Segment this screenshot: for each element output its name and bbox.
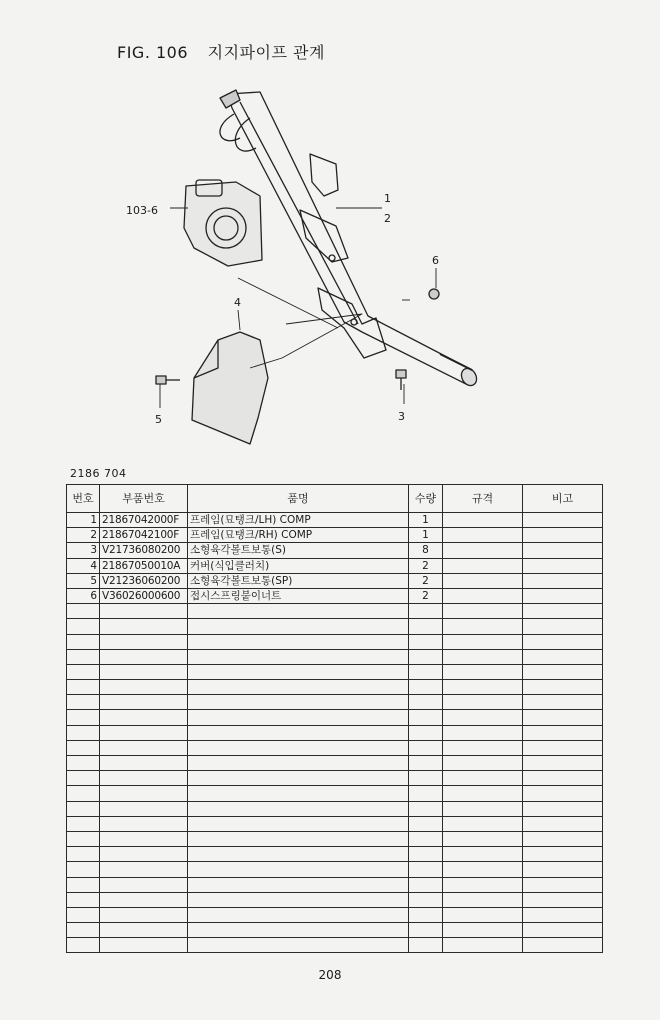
- empty-cell: [100, 649, 188, 664]
- empty-cell: [409, 938, 443, 953]
- empty-cell: [67, 786, 100, 801]
- header-no: 번호: [67, 485, 100, 513]
- empty-cell: [188, 786, 409, 801]
- empty-cell: [188, 862, 409, 877]
- blank-table-row: [67, 725, 603, 740]
- blank-table-row: [67, 831, 603, 846]
- header-qty: 수량: [409, 485, 443, 513]
- empty-cell: [188, 710, 409, 725]
- header-name: 품명: [188, 485, 409, 513]
- empty-cell: [67, 831, 100, 846]
- empty-cell: [188, 619, 409, 634]
- empty-cell: [100, 725, 188, 740]
- empty-cell: [67, 847, 100, 862]
- blank-table-row: [67, 740, 603, 755]
- empty-cell: [523, 725, 603, 740]
- empty-cell: [188, 816, 409, 831]
- empty-cell: [67, 816, 100, 831]
- figure-caption: 지지파이프 관계: [207, 43, 325, 62]
- empty-cell: [523, 831, 603, 846]
- cell-no: 2: [67, 528, 100, 543]
- empty-cell: [100, 604, 188, 619]
- cell-part-no: 21867042000F: [100, 513, 188, 528]
- table-row: [67, 528, 603, 543]
- empty-cell: [100, 710, 188, 725]
- empty-cell: [523, 847, 603, 862]
- empty-cell: [409, 756, 443, 771]
- nut-6: [429, 289, 439, 299]
- empty-cell: [443, 756, 523, 771]
- clutch-housing: [184, 180, 262, 266]
- empty-cell: [67, 634, 100, 649]
- blank-table-row: [67, 710, 603, 725]
- empty-cell: [523, 649, 603, 664]
- empty-cell: [67, 923, 100, 938]
- callout-2: 2: [384, 212, 391, 225]
- empty-cell: [409, 664, 443, 679]
- empty-cell: [67, 862, 100, 877]
- empty-cell: [188, 907, 409, 922]
- empty-cell: [443, 680, 523, 695]
- empty-cell: [188, 740, 409, 755]
- table-row: [67, 558, 603, 573]
- empty-cell: [523, 786, 603, 801]
- empty-cell: [67, 938, 100, 953]
- empty-cell: [443, 619, 523, 634]
- header-spec: 규격: [443, 485, 523, 513]
- bolt-5: [156, 376, 180, 384]
- empty-cell: [523, 619, 603, 634]
- empty-cell: [188, 680, 409, 695]
- empty-cell: [523, 862, 603, 877]
- empty-cell: [409, 877, 443, 892]
- blank-table-row: [67, 649, 603, 664]
- cell-part-no: V21236060200: [100, 573, 188, 588]
- empty-cell: [100, 862, 188, 877]
- empty-cell: [443, 771, 523, 786]
- empty-cell: [67, 771, 100, 786]
- cell-remarks: [523, 558, 603, 573]
- empty-cell: [523, 756, 603, 771]
- empty-cell: [67, 877, 100, 892]
- table-header-row: [67, 485, 603, 513]
- empty-cell: [523, 923, 603, 938]
- callout-103-6: 103-6: [126, 204, 158, 217]
- cell-part-no: V21736080200: [100, 543, 188, 558]
- empty-cell: [443, 877, 523, 892]
- blank-table-row: [67, 938, 603, 953]
- empty-cell: [443, 801, 523, 816]
- empty-cell: [523, 816, 603, 831]
- empty-cell: [67, 801, 100, 816]
- empty-cell: [443, 786, 523, 801]
- empty-cell: [100, 664, 188, 679]
- empty-cell: [67, 664, 100, 679]
- empty-cell: [188, 847, 409, 862]
- empty-cell: [443, 710, 523, 725]
- empty-cell: [409, 907, 443, 922]
- empty-cell: [523, 680, 603, 695]
- empty-cell: [188, 892, 409, 907]
- empty-cell: [100, 877, 188, 892]
- empty-cell: [443, 816, 523, 831]
- cell-qty: 1: [409, 513, 443, 528]
- empty-cell: [409, 831, 443, 846]
- cell-remarks: [523, 588, 603, 603]
- header-remarks: 비고: [523, 485, 603, 513]
- empty-cell: [409, 604, 443, 619]
- empty-cell: [188, 756, 409, 771]
- cell-spec: [443, 513, 523, 528]
- empty-cell: [67, 695, 100, 710]
- empty-cell: [409, 725, 443, 740]
- blank-table-row: [67, 619, 603, 634]
- empty-cell: [100, 695, 188, 710]
- empty-cell: [188, 634, 409, 649]
- empty-cell: [443, 907, 523, 922]
- empty-cell: [409, 710, 443, 725]
- callout-6: 6: [432, 254, 439, 267]
- callout-1: 1: [384, 192, 391, 205]
- empty-cell: [188, 938, 409, 953]
- blank-table-row: [67, 862, 603, 877]
- blank-table-row: [67, 604, 603, 619]
- blank-table-row: [67, 801, 603, 816]
- empty-cell: [443, 695, 523, 710]
- empty-cell: [409, 847, 443, 862]
- empty-cell: [523, 634, 603, 649]
- empty-cell: [409, 771, 443, 786]
- cell-remarks: [523, 513, 603, 528]
- table-row: [67, 588, 603, 603]
- cell-qty: 2: [409, 573, 443, 588]
- empty-cell: [188, 801, 409, 816]
- empty-cell: [67, 649, 100, 664]
- cell-qty: 8: [409, 543, 443, 558]
- cell-no: 1: [67, 513, 100, 528]
- cell-name: 프레임(묘탱크/RH) COMP: [188, 528, 409, 543]
- cell-name: 프레임(묘탱크/LH) COMP: [188, 513, 409, 528]
- empty-cell: [67, 725, 100, 740]
- empty-cell: [188, 831, 409, 846]
- blank-table-row: [67, 907, 603, 922]
- blank-table-row: [67, 634, 603, 649]
- blank-table-row: [67, 695, 603, 710]
- empty-cell: [188, 695, 409, 710]
- empty-cell: [100, 816, 188, 831]
- empty-cell: [443, 862, 523, 877]
- empty-cell: [100, 771, 188, 786]
- exploded-parts-diagram: [100, 78, 520, 458]
- cell-remarks: [523, 573, 603, 588]
- cell-spec: [443, 528, 523, 543]
- blank-table-row: [67, 664, 603, 679]
- empty-cell: [100, 756, 188, 771]
- empty-cell: [188, 877, 409, 892]
- blank-table-row: [67, 816, 603, 831]
- figure-number: FIG. 106: [117, 43, 189, 62]
- blank-table-row: [67, 680, 603, 695]
- blank-table-row: [67, 847, 603, 862]
- empty-cell: [443, 892, 523, 907]
- clutch-cover: [192, 332, 268, 444]
- cell-spec: [443, 588, 523, 603]
- empty-cell: [523, 907, 603, 922]
- blank-table-row: [67, 786, 603, 801]
- empty-cell: [67, 680, 100, 695]
- empty-cell: [100, 801, 188, 816]
- empty-cell: [188, 771, 409, 786]
- empty-cell: [443, 634, 523, 649]
- empty-cell: [409, 923, 443, 938]
- empty-cell: [523, 740, 603, 755]
- cell-qty: 1: [409, 528, 443, 543]
- catalog-code: 2186 704: [70, 467, 127, 480]
- empty-cell: [409, 816, 443, 831]
- empty-cell: [523, 801, 603, 816]
- callout-4: 4: [234, 296, 241, 309]
- empty-cell: [523, 877, 603, 892]
- cell-qty: 2: [409, 588, 443, 603]
- empty-cell: [443, 923, 523, 938]
- empty-cell: [67, 892, 100, 907]
- empty-cell: [67, 756, 100, 771]
- parts-table: [66, 484, 603, 953]
- cell-remarks: [523, 543, 603, 558]
- empty-cell: [443, 604, 523, 619]
- blank-table-row: [67, 756, 603, 771]
- callout-3: 3: [398, 410, 405, 423]
- empty-cell: [443, 725, 523, 740]
- cell-no: 4: [67, 558, 100, 573]
- table-row: [67, 513, 603, 528]
- empty-cell: [443, 664, 523, 679]
- empty-cell: [409, 619, 443, 634]
- empty-cell: [523, 710, 603, 725]
- parts-table-body: [67, 513, 603, 953]
- empty-cell: [443, 847, 523, 862]
- cell-no: 5: [67, 573, 100, 588]
- empty-cell: [443, 649, 523, 664]
- empty-cell: [67, 619, 100, 634]
- empty-cell: [188, 923, 409, 938]
- empty-cell: [409, 649, 443, 664]
- empty-cell: [67, 604, 100, 619]
- cell-spec: [443, 543, 523, 558]
- empty-cell: [409, 680, 443, 695]
- empty-cell: [523, 664, 603, 679]
- blank-table-row: [67, 771, 603, 786]
- empty-cell: [100, 847, 188, 862]
- empty-cell: [188, 664, 409, 679]
- cell-name: 소형육각볼트보통(SP): [188, 573, 409, 588]
- cell-spec: [443, 573, 523, 588]
- empty-cell: [409, 695, 443, 710]
- table-row: [67, 573, 603, 588]
- cell-remarks: [523, 528, 603, 543]
- cell-part-no: V36026000600: [100, 588, 188, 603]
- empty-cell: [188, 725, 409, 740]
- empty-cell: [409, 801, 443, 816]
- cell-name: 소형육각볼트보통(S): [188, 543, 409, 558]
- empty-cell: [409, 892, 443, 907]
- empty-cell: [188, 649, 409, 664]
- cell-qty: 2: [409, 558, 443, 573]
- empty-cell: [523, 604, 603, 619]
- empty-cell: [100, 634, 188, 649]
- empty-cell: [443, 831, 523, 846]
- empty-cell: [443, 740, 523, 755]
- empty-cell: [100, 907, 188, 922]
- header-part-no: 부품번호: [100, 485, 188, 513]
- callout-5: 5: [155, 413, 162, 426]
- figure-title: [117, 40, 339, 63]
- empty-cell: [409, 634, 443, 649]
- empty-cell: [67, 710, 100, 725]
- bolt-3: [396, 370, 406, 390]
- cell-name: 접시스프링붙이너트: [188, 588, 409, 603]
- cell-spec: [443, 558, 523, 573]
- empty-cell: [523, 938, 603, 953]
- empty-cell: [100, 831, 188, 846]
- cell-no: 3: [67, 543, 100, 558]
- table-row: [67, 543, 603, 558]
- cell-part-no: 21867042100F: [100, 528, 188, 543]
- page-number: 208: [318, 968, 342, 982]
- empty-cell: [409, 740, 443, 755]
- cell-part-no: 21867050010A: [100, 558, 188, 573]
- blank-table-row: [67, 877, 603, 892]
- empty-cell: [100, 923, 188, 938]
- empty-cell: [523, 892, 603, 907]
- empty-cell: [100, 619, 188, 634]
- empty-cell: [67, 907, 100, 922]
- empty-cell: [100, 938, 188, 953]
- cell-name: 커버(식입클러치): [188, 558, 409, 573]
- empty-cell: [188, 604, 409, 619]
- empty-cell: [523, 695, 603, 710]
- empty-cell: [100, 740, 188, 755]
- blank-table-row: [67, 892, 603, 907]
- empty-cell: [409, 786, 443, 801]
- empty-cell: [409, 862, 443, 877]
- empty-cell: [443, 938, 523, 953]
- empty-cell: [100, 680, 188, 695]
- empty-cell: [523, 771, 603, 786]
- empty-cell: [100, 786, 188, 801]
- empty-cell: [67, 740, 100, 755]
- blank-table-row: [67, 923, 603, 938]
- cell-no: 6: [67, 588, 100, 603]
- empty-cell: [100, 892, 188, 907]
